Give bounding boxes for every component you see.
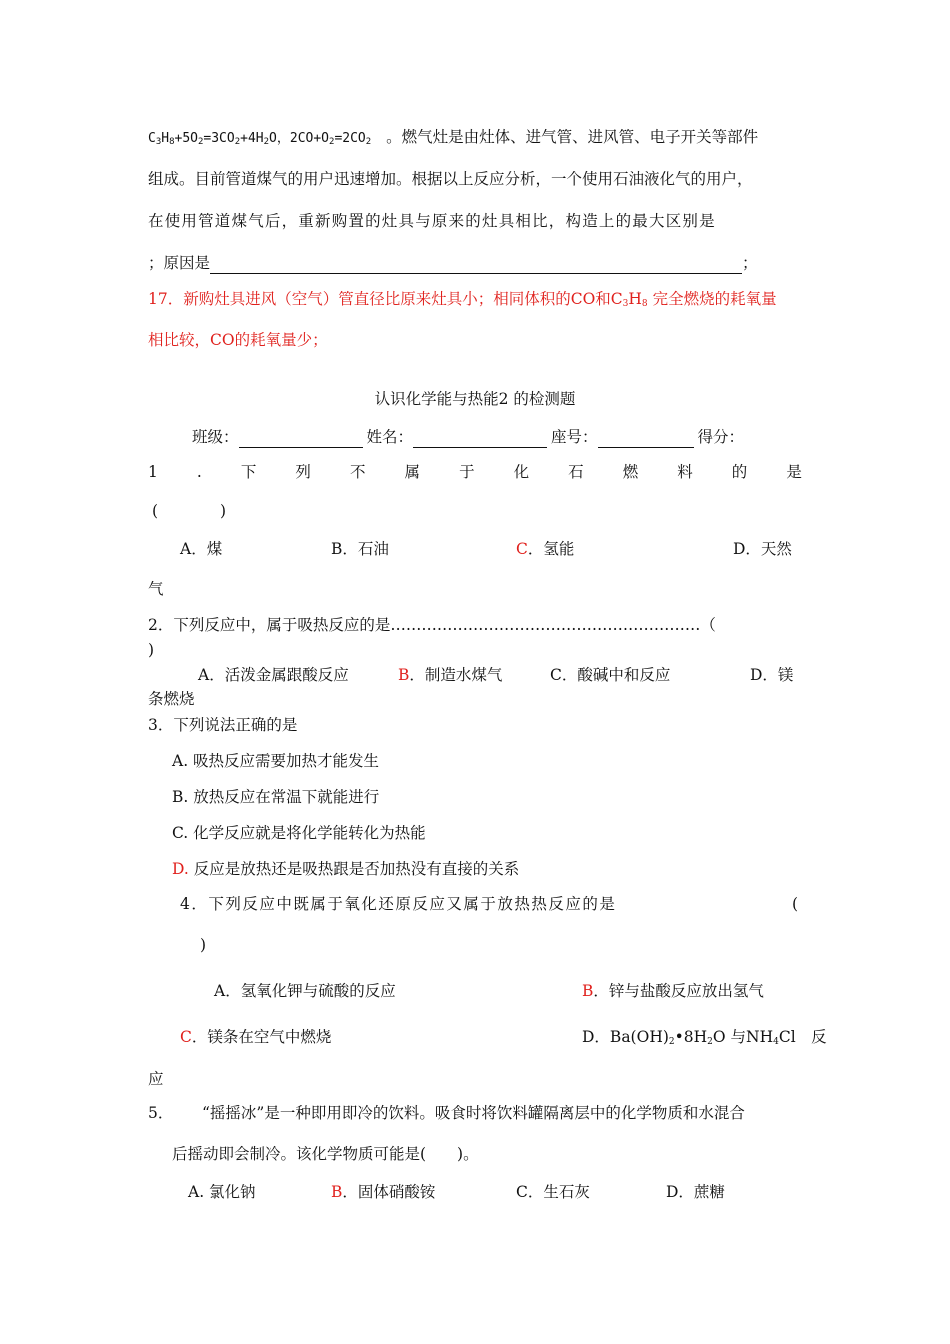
q4-option-a: A．氢氧化钾与硫酸的反应 (214, 982, 396, 1000)
q5-stem-line-2: 后摇动即会制冷。该化学物质可能是( )。 (172, 1145, 479, 1163)
score-label: 得分： (697, 428, 745, 446)
q4-option-d-continued: 应 (148, 1070, 164, 1088)
q5-number: 5． (148, 1104, 174, 1122)
q1-stem: 1 . 下 列 不 属 于 化 石 燃 料 的 是 (148, 463, 802, 481)
q4-option-d: D．$Ba(OH)_2•8H_2O$ 与$NH_4Cl$ 反 (582, 1028, 827, 1047)
answer-17-line-1: 17．新购灶具进风（空气）管直径比原来灶具小；相同体积的CO和$C_3H_8$ 完全燃烧的耗氧量 (148, 290, 777, 309)
q1-option-c: C．氢能 (516, 540, 575, 558)
q4-open-paren: ( (792, 895, 799, 913)
q1-option-d-continued: 气 (148, 580, 164, 598)
name-label: 姓名： (366, 428, 414, 446)
q3-stem: 3．下列说法正确的是 (148, 716, 298, 734)
q4-close-paren: ) (200, 936, 207, 954)
seat-label: 座号： (551, 428, 598, 446)
q1-option-b: B．石油 (331, 540, 389, 558)
name-blank[interactable] (413, 431, 547, 448)
q5-option-c: C．生石灰 (516, 1183, 590, 1201)
q3-option-a: A. 吸热反应需要加热才能发生 (172, 752, 380, 770)
q5-option-d: D．蔗糖 (666, 1183, 725, 1201)
q4-option-b: B．锌与盐酸反应放出氢气 (582, 982, 764, 1000)
q1-answer-paren: ( ) (152, 502, 227, 520)
page-title: 认识化学能与热能2 的检测题 (374, 390, 576, 408)
reason-label: ；原因是 (148, 254, 211, 272)
q5-stem-line-1: “摇摇冰”是一种即用即冷的饮料。吸食时将饮料罐隔离层中的化学物质和水混合 (202, 1104, 745, 1122)
class-blank[interactable] (239, 431, 363, 448)
q2-close-paren: ) (148, 641, 155, 659)
q1-option-a: A．煤 (180, 540, 223, 558)
q2-option-c: C．酸碱中和反应 (550, 666, 671, 684)
intro-line-3: 在使用管道煤气后，重新购置的灶具与原来的灶具相比，构造上的最大区别是 (148, 212, 716, 230)
intro-line-4: ；原因是 ； (148, 254, 758, 272)
q5-option-b: B．固体硝酸铵 (331, 1183, 436, 1201)
q4-stem: 4．下列反应中既属于氧化还原反应又属于放热热反应的是 (180, 895, 617, 913)
q3-option-c: C. 化学反应就是将化学能转化为热能 (172, 824, 426, 842)
reason-blank[interactable] (210, 257, 742, 274)
q3-option-d: D. 反应是放热还是吸热跟是否加热没有直接的关系 (172, 860, 520, 878)
q2-option-d: D．镁 (750, 666, 794, 684)
class-label: 班级： (192, 428, 239, 446)
q1-option-d: D．天然 (733, 540, 792, 558)
combustion-equations: $C_3H_8+5O_2=3CO_2+4H_2O$，$2CO+O_2=2CO_2$ (148, 131, 372, 147)
q4-option-c: C．镁条在空气中燃烧 (180, 1028, 332, 1046)
answer-17-line-2: 相比较，CO的耗氧量少； (148, 331, 328, 349)
q2-option-d-continued: 条燃烧 (148, 690, 195, 708)
q2-option-a: A．活泼金属跟酸反应 (198, 666, 349, 684)
q2-option-b: B．制造水煤气 (398, 666, 503, 684)
q2-stem: 2．下列反应中，属于吸热反应的是……………………………………………………（ (148, 616, 716, 634)
q5-option-a: A. 氯化钠 (188, 1183, 256, 1201)
intro-line-2: 组成。目前管道煤气的用户迅速增加。根据以上反应分析，一个使用石油液化气的用户， (148, 170, 753, 188)
q3-option-b: B. 放热反应在常温下就能进行 (172, 788, 380, 806)
seat-blank[interactable] (598, 431, 694, 448)
intro-line-1 (148, 126, 802, 150)
intro-line-1-text: 。燃气灶是由灶体、进气管、进风管、电子开关等部件 (386, 128, 759, 146)
student-info-row (192, 426, 744, 448)
